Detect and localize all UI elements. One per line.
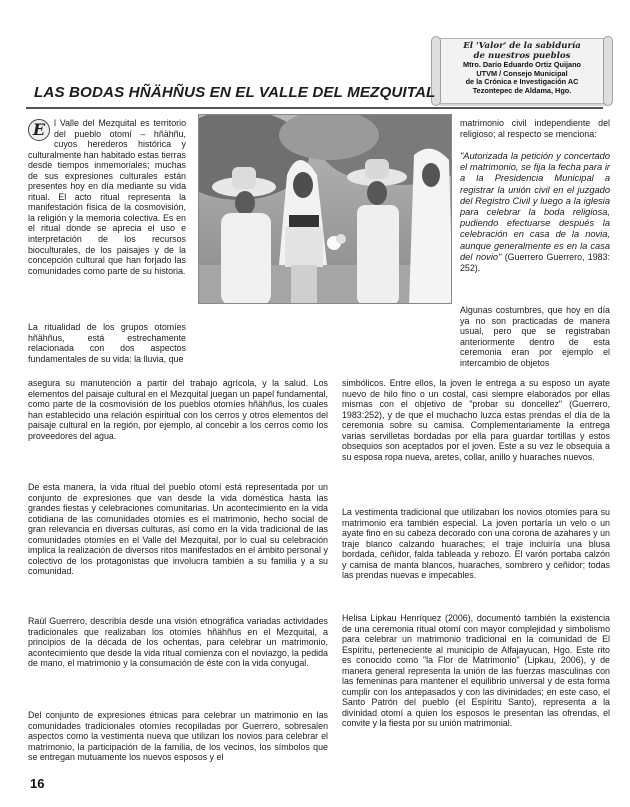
scroll-right-ornament	[603, 36, 613, 106]
paragraph-customs-start: Algunas costumbres, que hoy en día ya no son practicadas de manera usual, pero que se registraban anteriormente dentro de esta ceremonia eran por ejemplo el intercambio de objetos	[460, 305, 610, 368]
paragraph-intro: l Valle del Mezquital es territorio del pueblo otomí – hñähñu, cuyos herederos histórica y culturalmente han habitado estas tierras desde tiempos inmemoriales; muchas de sus expresiones culturales están presentes hoy en día mediante su vida ritual. El acto ritual representa la manifestación física de la cosmovisión, la religión y la memoria colectiva. Es en el ritual donde se aprecia el uso e interpretación de los recursos bioculturales, de los paisajes y de la concepción cultural que han forjado las comunidades como parte de su historia.	[28, 118, 186, 276]
column-banner	[436, 38, 608, 104]
banner-title-line-1: El 'Valor' de la sabiduría	[463, 41, 581, 51]
page-number: 16	[30, 776, 45, 791]
paragraph-ritual-life: De esta manera, la vida ritual del pueblo otomí está representada por un conjunto de expresiones que van desde la vida doméstica hasta las grandes fiestas y celebraciones comunitarias. Un acontecimiento en la vida cotidiana de las comunidades otomíes es el matrimonio, hecho social de gran relevancia en diversas culturas, así como en la vida tradicional de las comunidades otomíes en el Valle del Mezquital, por lo cual su celebración implica la realización de diversos ritos manifestados en el ámbito personal y colectivo de los protagonistas que involucra también a su familia y a su comunidad.	[28, 482, 328, 577]
paragraph-civil: matrimonio civil independiente del religioso; al respecto se menciona:	[460, 118, 610, 139]
paragraph-guerrero: Raúl Guerrero, describía desde una visión etnográfica variadas actividades tradicionales que realizaban los otomíes hñähñus en el Mezquital, a principios de la década de los ochentas, para celebrar un matrimonio, acontecimiento que desde la vida ritual comienza con el noviazgo, la pedida de mano, el matrimonio y la consumación de éste con la vida conyugal.	[28, 616, 328, 669]
quote-citation: (Guerrero Guerrero, 1983: 252).	[460, 251, 610, 274]
left-column-p1	[28, 118, 186, 276]
paragraph-expressions: Del conjunto de expresiones étnicas para celebrar un matrimonio en las comunidades tradicionales otomíes recopiladas por Guerrero, sobresalen aspectos como la vestimenta nueva que utilizan los novios para celebrar el matrimonio, la participación de la familia, de los vecinos, los símbolos que se entregan mutuamente los nuevos esposos y el	[28, 710, 328, 763]
banner-author: Mtro. Darío Eduardo Ortiz Quijano	[463, 60, 581, 69]
article-headline: LAS BODAS HÑÄHÑUS EN EL VALLE DEL MEZQUITAL	[34, 84, 436, 101]
paragraph-ritual-start: La ritualidad de los grupos otomíes hñähñus, está estrechamente relacionada con dos aspectos fundamentales de su vida: la lluvia, que	[28, 322, 186, 364]
banner-title-line-2: de nuestros pueblos	[473, 50, 571, 61]
quote-block	[460, 151, 610, 274]
paragraph-lipkau: Helisa Lipkau Henríquez (2006), documentó también la existencia de una ceremonia ritual otomí con mayor complejidad y simbolismo para celebrar un matrimonio tradicional en la comunidad de El Espíritu, perteneciente al municipio de Alfajayucan, Hgo. Este rito es conocido como "la Flor de Matrimonio" (Lipkau, 2006), y de manera general representa la unión de las fuerzas masculinas con las femeninas para mantener el equilibrio universal y de esta forma cumplir con los antepasados y con las divinidades; en este caso, el Santo Patrón del pueblo (el Espíritu Santo), representa a la divinidad otomí a quien los esposos le presentan las ofrendas, el convite y la fiesta por su unión matrimonial.	[342, 613, 610, 729]
wedding-photo	[198, 114, 452, 304]
banner-institution: UTVM / Consejo Municipal	[476, 68, 568, 78]
drop-cap: E	[28, 119, 50, 141]
paragraph-ritual-cont: asegura su manutención a partir del trabajo agrícola, y la salud. Los elementos del paisaje cultural en el Mezquital juegan un papel fundamental, como parte de la cosmovisión de los pueblos otomíes hñähñus, los cuales han establecido una relación espiritual con los cerros y otros elementos del paisaje cultural en la región, por ejemplo, al concebir a los cerros como los proveedores del agua.	[28, 378, 328, 441]
headline-rule	[26, 107, 603, 109]
paragraph-clothing: La vestimenta tradicional que utilizaban los novios otomíes para su matrimonio era también especial. La joven portaría un velo o un ayate fino en su cabeza decorado con una corona de azahares y un traje blanco calzando huaraches; el traje incluiría una blusa bordada, ceñidor, falda tableada y rebozo. El varón portaba calzón y camisa de manta blancos, huaraches, sombrero y ceñidor; todas las prendas nuevas e impecables.	[342, 507, 610, 581]
banner-council: de la Crónica e Investigación AC	[465, 77, 579, 87]
banner-location: Tezontepec de Aldama, Hgo.	[472, 85, 572, 95]
quote-text: "Autorizada la petición y concertado el matrimonio, se fija la fecha para ir a la Presidencia Municipal a registrar la unión civil en el juzgado del Registro Civil y luego a la iglesia para celebrar la boda religiosa, pudiendo efectuarse después la celebración en casa de la novia, aunque generalmente es en la casa del novio"	[460, 151, 610, 262]
wedding-photo-illustration	[199, 115, 452, 304]
paragraph-symbolic-objects: simbólicos. Entre ellos, la joven le entrega a su esposo un ayate nuevo de hilo fino o un costal, casi siempre elaborados por ellas mismas con el objetivo de "probar su doncellez" (Guerrero, 1983:252), y de que el muchacho luzca estas prendas el día de la ceremonia sobre su camisa. Complementariamente la entrega varias servilletas bordadas por ella para guardar tortillas y estos obsequios son aceptados por el joven. Este a su vez le obsequia a su esposa ropa nueva, aretes, collar, anillo y huaraches nuevos.	[342, 378, 610, 462]
